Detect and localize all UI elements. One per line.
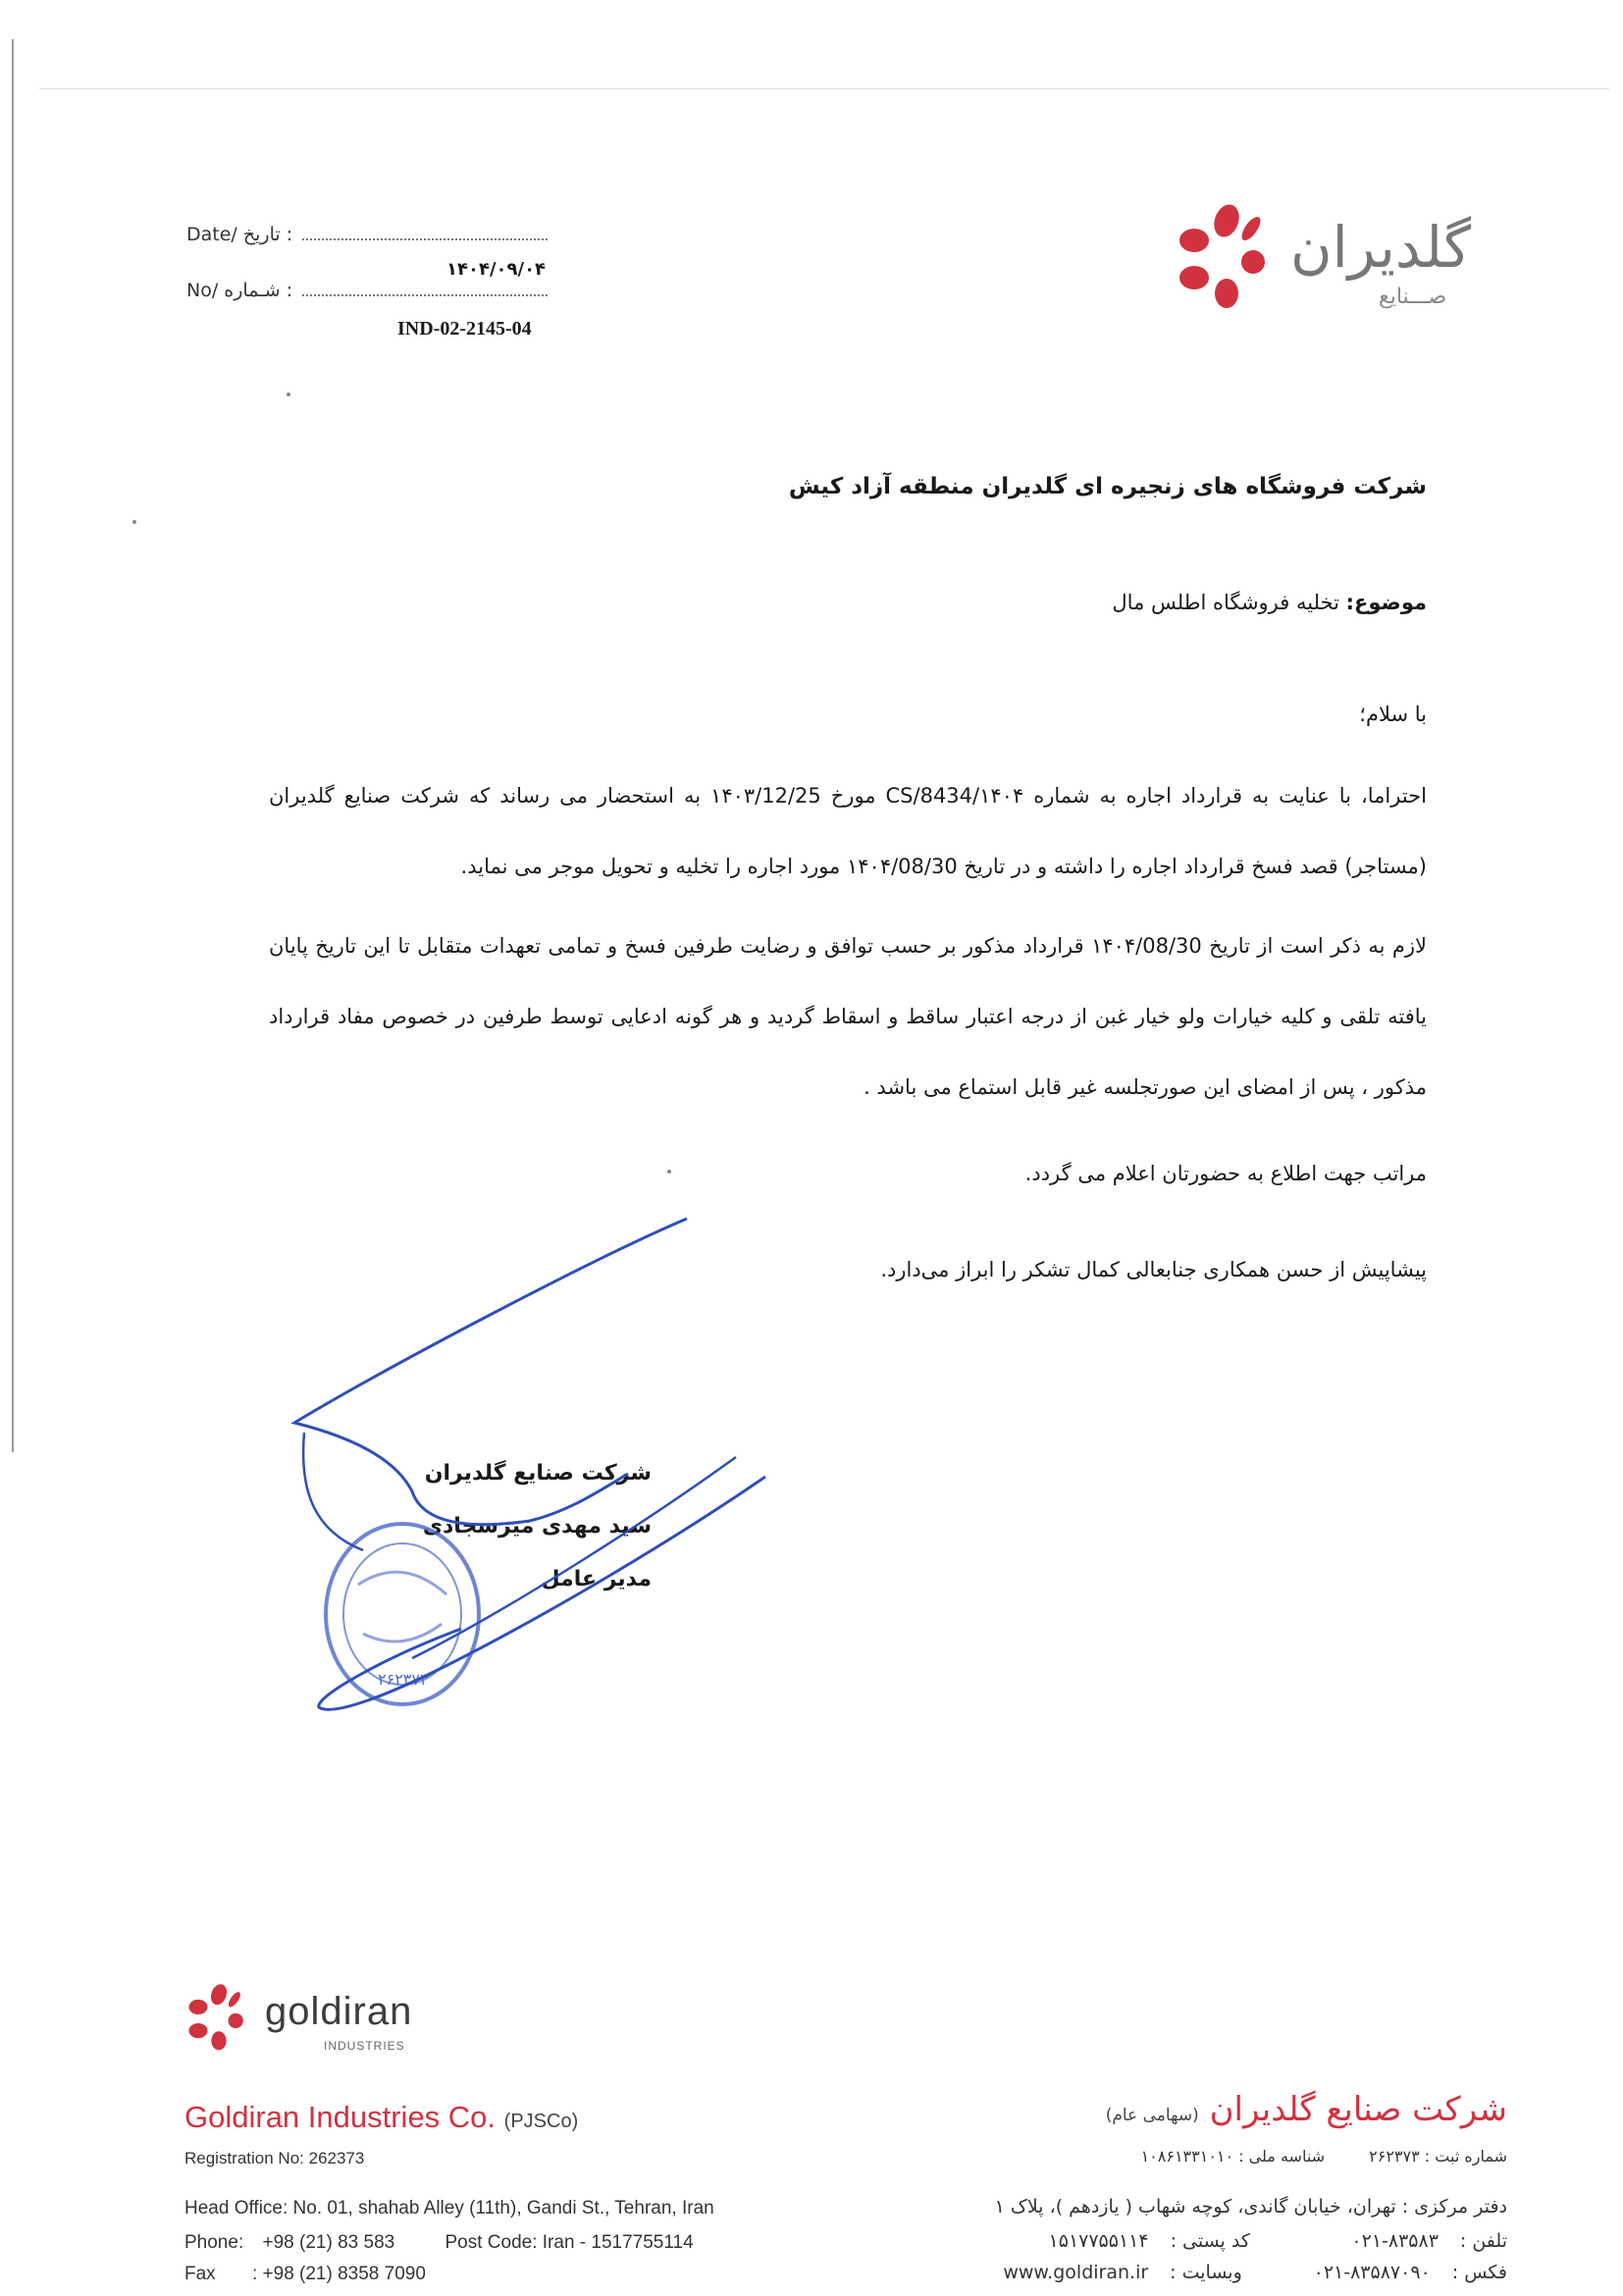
scan-speck xyxy=(287,392,290,396)
company-logo xyxy=(1173,201,1526,319)
company-name-fa xyxy=(1106,2090,1507,2129)
signer-company: شرکت صنایع گلدیران xyxy=(424,1461,652,1486)
fax-row-fa xyxy=(1003,2262,1507,2283)
footer-logo xyxy=(184,1982,440,2070)
registration-label-fa: شماره ثبت : xyxy=(1424,2147,1507,2166)
scan-edge xyxy=(12,39,14,1452)
registration-row-fa xyxy=(1141,2147,1507,2166)
phone-en: +98 (21) 83 583 xyxy=(262,2232,395,2253)
phone-label-en: Phone: xyxy=(184,2232,244,2253)
footer-brand-sub: INDUSTRIES xyxy=(324,2039,405,2053)
number-dots xyxy=(302,285,548,296)
date-dots xyxy=(302,229,548,240)
phone-label-fa: تلفن : xyxy=(1459,2230,1507,2252)
company-name-en xyxy=(184,2100,578,2135)
subject-line xyxy=(269,587,1427,620)
footer-brand: goldiran xyxy=(265,1990,413,2033)
registration-fa: ۲۶۲۳۷۳ xyxy=(1369,2147,1420,2166)
handwritten-signature xyxy=(275,1197,824,1747)
fax-label-fa: فکس : xyxy=(1451,2262,1507,2283)
paragraph-2: لازم به ذکر است از تاریخ ۱۴۰۴/08/30 قرارداد مذکور بر حسب توافق و رضایت طرفین فسخ و تمامی تعهدات متقابل تا این تاریخ پایان یافته تلقی و کلیه خیارات ولو خیار غبن از درجه اعتبار ساقط و اسقاط گردید و هر گونه ادعایی توسط طرفین در خصوص مفاد قرارداد مذکور ، پس از امضای این صورتجلسه غیر قابل استماع می باشد . xyxy=(269,934,1427,1099)
website: www.goldiran.ir xyxy=(1003,2262,1149,2283)
stamp-number: ۲۶۲۳۷۳ xyxy=(378,1670,429,1689)
signer-name: سید مهدی میرسجادی xyxy=(422,1514,652,1539)
reference-number: IND-02-2145-04 xyxy=(397,318,532,339)
registration-en: Registration No: 262373 xyxy=(184,2149,365,2167)
scan-speck xyxy=(667,1170,671,1174)
fax-en: : +98 (21) 8358 7090 xyxy=(251,2264,426,2284)
address-fa: دفتر مرکزی : تهران، خیابان گاندی، کوچه شهاب ( یازدهم )، پلاک ۱ xyxy=(994,2196,1507,2218)
phone-row-en xyxy=(184,2232,694,2254)
paragraph-4: پیشاپیش از حسن همکاری جنابعالی کمال تشکر را ابراز می‌دارد. xyxy=(880,1258,1427,1281)
logo-wordmark-fa: گلدیران xyxy=(1290,214,1472,281)
postcode-en: Iran - 1517755114 xyxy=(542,2232,694,2253)
paragraph-3: مراتب جهت اطلاع به حضورتان اعلام می گردد. xyxy=(1024,1162,1427,1185)
date-line xyxy=(186,224,548,245)
national-id-fa: ۱۰۸۶۱۳۳۱۰۱۰ xyxy=(1140,2147,1234,2166)
greeting: با سلام؛ xyxy=(1359,703,1427,726)
fax-label-en: Fax xyxy=(184,2264,216,2284)
fax-row-en xyxy=(184,2264,426,2285)
number-line xyxy=(186,280,548,301)
number-label: No/ شـماره : xyxy=(186,280,293,301)
subject-text: تخلیه فروشگاه اطلس مال xyxy=(1112,591,1339,614)
address-en: Head Office: No. 01, shahab Alley (11th), Gandi St., Tehran, Iran xyxy=(184,2198,714,2218)
phone-fa: ۰۲۱-۸۳۵۸۳ xyxy=(1351,2230,1439,2252)
company-name-en-text: Goldiran Industries Co. xyxy=(184,2100,497,2134)
company-name-fa-text: شرکت صنایع گلدیران xyxy=(1209,2090,1507,2129)
postcode-label-en: Post Code: xyxy=(445,2232,538,2253)
national-id-label-fa: شناسه ملی : xyxy=(1238,2147,1326,2166)
paragraph-1: احتراما، با عنایت به قرارداد اجاره به شماره ۱۴۰۴/CS/8434 مورخ ۱۴۰۳/12/25 به استحضار می رساند که شرکت صنایع گلدیران (مستاجر) قصد فسخ قرارداد اجاره را داشته و در تاریخ ۱۴۰۴/08/30 مورد اجاره را تخلیه و تحویل موجر می نماید. xyxy=(269,784,1427,878)
flower-logo-icon xyxy=(1173,201,1281,309)
scan-speck xyxy=(132,520,136,524)
company-type-fa: (سهامی عام) xyxy=(1105,2106,1199,2125)
company-type-en: (PJSCo) xyxy=(503,2111,579,2132)
postcode-fa: ۱۵۱۷۷۵۵۱۱۴ xyxy=(1048,2230,1149,2252)
website-label-fa: وبسایت : xyxy=(1170,2262,1242,2283)
recipient: شرکت فروشگاه های زنجیره ای گلدیران منطقه آزاد کیش xyxy=(788,474,1427,499)
signer-title: مدیر عامل xyxy=(541,1567,652,1592)
fax-fa: ۰۲۱-۸۳۵۸۷۰۹۰ xyxy=(1313,2262,1431,2283)
top-rule xyxy=(39,88,1609,89)
postcode-label-fa: کد پستی : xyxy=(1170,2230,1250,2252)
phone-row-fa xyxy=(1049,2230,1507,2252)
date-label: Date/ تاریخ : xyxy=(186,224,293,245)
flower-logo-icon xyxy=(184,1982,253,2051)
date-value: ۱۴۰۴/۰۹/۰۴ xyxy=(446,259,547,280)
logo-subtitle-fa: صـــنایع xyxy=(1379,285,1447,309)
subject-label: موضوع: xyxy=(1345,591,1427,614)
